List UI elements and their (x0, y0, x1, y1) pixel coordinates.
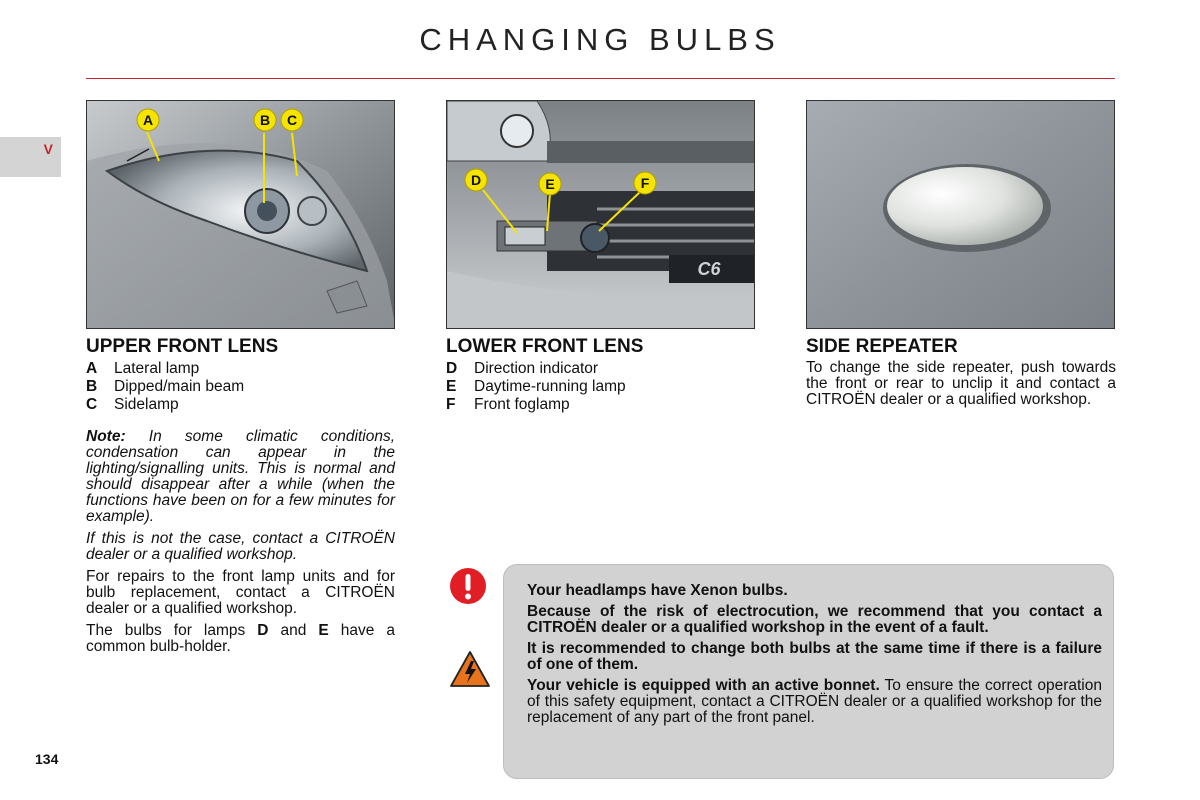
page-number: 134 (35, 751, 59, 767)
title-divider (86, 78, 1115, 79)
xenon-warning-box (503, 564, 1114, 779)
marker-f (634, 172, 656, 194)
both-bulbs-text: It is recommended to change both bulbs at the same time if there is a failure of one of them. (527, 640, 1102, 673)
svg-text:C: C (286, 112, 298, 128)
svg-text:F: F (640, 175, 650, 191)
chapter-tab (0, 137, 61, 177)
c6-badge: C6 (697, 259, 721, 279)
list-item: A Lateral lamp (86, 360, 200, 377)
warning-stop-icon (449, 567, 487, 605)
marker-d (465, 169, 487, 191)
list-item: E Daytime-running lamp (446, 378, 626, 395)
list-item: C Sidelamp (86, 396, 179, 413)
side-repeater-heading: SIDE REPEATER (806, 336, 958, 357)
svg-text:B: B (259, 112, 271, 128)
condensation-note: Note: In some climatic conditions, condensation can appear in the lighting/signalling units. This is normal and should disappear after a while (when the functions have been on for a few minutes for example). (86, 428, 395, 525)
lower-front-lens-heading: LOWER FRONT LENS (446, 336, 644, 357)
upper-front-lens-heading: UPPER FRONT LENS (86, 336, 279, 357)
notes-section (86, 429, 395, 661)
lower-front-lens-photo (446, 100, 755, 329)
side-repeater-text: To change the side repeater, push towards the front or rear to unclip it and contact a CITROËN dealer or a qualified workshop. (806, 359, 1116, 408)
list-item: F Front foglamp (446, 396, 570, 413)
upper-front-lens-photo (86, 100, 395, 329)
side-repeater-photo (806, 100, 1115, 329)
common-bulb-holder-text: The bulbs for lamps D and E have a common bulb-holder. (86, 622, 395, 655)
not-the-case-note: If this is not the case, contact a CITROËN dealer or a qualified workshop. (86, 530, 395, 563)
side-repeater-section (806, 336, 1116, 408)
marker-c (281, 109, 303, 131)
list-item: D Direction indicator (446, 360, 599, 377)
marker-a (137, 109, 159, 131)
svg-text:D: D (470, 172, 482, 188)
marker-b (254, 109, 276, 131)
xenon-text: Your headlamps have Xenon bulbs. (527, 582, 788, 599)
high-voltage-icon (449, 650, 491, 688)
list-item: B Dipped/main beam (86, 378, 245, 395)
svg-text:A: A (142, 112, 154, 128)
repairs-text: For repairs to the front lamp units and for bulb replacement, contact a CITROËN dealer or a qualified workshop. (86, 568, 395, 617)
electrocution-text: Because of the risk of electrocution, we recommend that you contact a CITROËN dealer or a qualified workshop in the event of a fault. (527, 603, 1102, 636)
lower-front-lens-section (446, 336, 756, 414)
active-bonnet-text: Your vehicle is equipped with an active bonnet. To ensure the correct operation of this safety equipment, contact a CITROËN dealer or a qualified workshop for the replacement of any part of the front panel. (527, 677, 1102, 726)
page-title: CHANGING BULBS (419, 22, 781, 57)
chapter-label: V (43, 141, 53, 157)
marker-e (539, 173, 561, 195)
upper-front-lens-section (86, 336, 396, 414)
svg-text:E: E (545, 176, 555, 192)
